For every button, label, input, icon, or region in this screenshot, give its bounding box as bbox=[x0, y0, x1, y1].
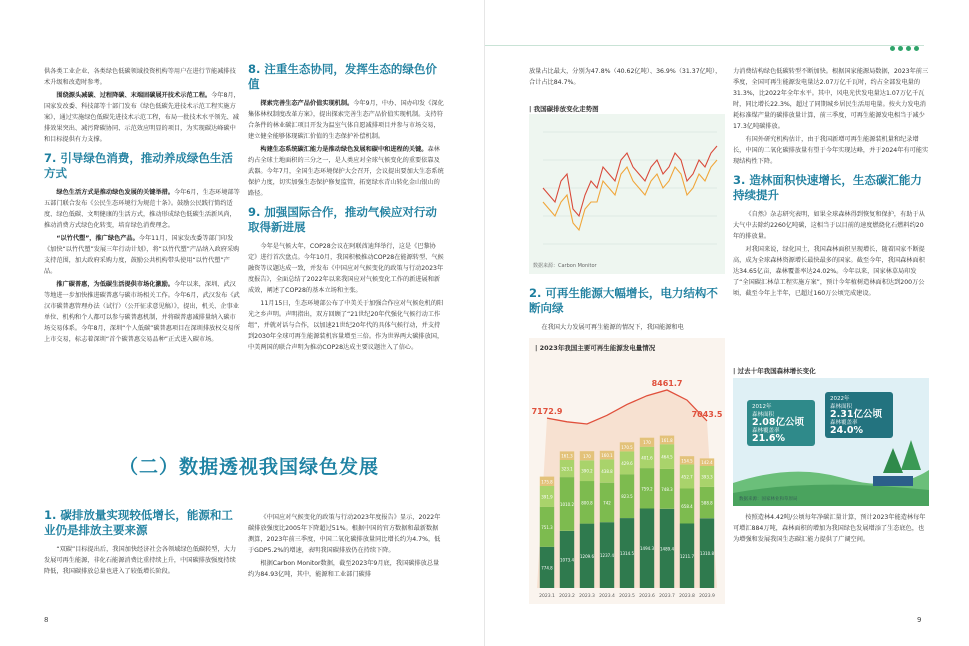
forest-card-2012 bbox=[747, 400, 815, 446]
bar-value-label: 751.3 bbox=[541, 524, 553, 530]
bar-value-label: 588.8 bbox=[701, 500, 713, 506]
para-text: “双碳”目标提出后，我国加快经济社会各领域绿色低碳转型，大力发展可再生能源，非化石能源消费比重持续上升，中国碳排放强度持续降低，我国碳排放总量也进入了较低增长阶段。 bbox=[44, 546, 237, 575]
bar-value-label: 774.8 bbox=[541, 565, 553, 571]
bar-value-label: 161.3 bbox=[561, 453, 573, 459]
card-label: 森林覆盖率 bbox=[830, 420, 858, 426]
page-number-left: 8 bbox=[44, 616, 49, 624]
bar-value-label: 390.2 bbox=[581, 468, 593, 474]
card-year: 2012年 bbox=[752, 404, 772, 410]
right-column-2b bbox=[733, 512, 929, 547]
para-text: 今年9月，中办、国办印发《深化集体林权制度改革方案》，提出探索完善生态产品价值实现机制。支持符合条件的林业碳汇项目开发为温室气体自愿减排项目并参与市场交易，建立健全能够体现碳汇价值的生态保护补偿机制。 bbox=[248, 100, 444, 140]
bar-value-label: 452.7 bbox=[681, 474, 693, 480]
card-label: 森林面积 bbox=[752, 412, 775, 418]
para-text: 有国外研究机构估计，由于我国新增可再生能源装机量和纪录增长，中国的二氧化碳排放量有望于今年实现达峰，并于2024年有可能实现结构性下降。 bbox=[733, 136, 929, 165]
dot-icon bbox=[914, 46, 919, 51]
category-label: 2023.5 bbox=[619, 594, 635, 599]
bar-value-label: 393.3 bbox=[701, 474, 713, 480]
para-text: 《中国应对气候变化的政策与行动2023年度报告》显示，2022年碳排放强度比2005年下降超过51%。根据中国的官方数据和最新数据测算，2023年前三季度，中国二氧化碳排放量同比增长约为4.7%，低于GDP5.2%的增速，表明我国碳排放仍在持续下降。 bbox=[248, 514, 441, 554]
para-text: 按照造林4.42吨/公顷每年净碳汇量计算，预计2023年能造林每年可增汇884万吨，森林面积的增加为我国绿色发展增添了生态底色，也为增强和发展我国生态碳汇能力提供了广阔空间。 bbox=[733, 514, 926, 543]
para-bold: 探索完善生态产品价值实现机制。 bbox=[260, 100, 354, 107]
chart1-caption: | 我国碳排放变化走势图 bbox=[529, 105, 599, 113]
para-text: 11月15日，生态环境部公布了中美关于加强合作应对气候危机的阳光之乡声明。声明指出，双方回顾了“21世纪20年代强化气候行动工作组”，并就对话与合作，以加速21世纪20年代的具体气候行动，并支持到2030年全球可再生能源装机容量增至三倍。作为世界两大碳排放国，中美两国的联合声明为推动COP28达成主要议题注入了信心。 bbox=[248, 300, 444, 351]
left-column-2 bbox=[248, 62, 444, 355]
left-column-4 bbox=[248, 512, 444, 582]
bar-value-label: 160.1 bbox=[601, 453, 613, 459]
para-text: 《自然》杂志研究表明，如果全球森林得到恢复和保护，有助于从大气中去除约2260亿吨碳，这相当于以目前的速度燃烧化石燃料约20年的排放量。 bbox=[733, 211, 925, 240]
series-line-2 bbox=[543, 160, 717, 230]
card-label: 森林覆盖率 bbox=[752, 428, 780, 434]
chart2-area bbox=[529, 338, 725, 604]
category-label: 2023.7 bbox=[659, 594, 675, 599]
bar-value-label: 1073.4 bbox=[560, 557, 574, 563]
card-year: 2022年 bbox=[830, 396, 850, 402]
dot-icon bbox=[906, 46, 911, 51]
card-label: 森林面积 bbox=[830, 404, 853, 410]
section-heading-2: 2. 可再生能源大幅增长，电力结构不断向绿 bbox=[529, 286, 718, 315]
bar-value-label: 1489.4 bbox=[660, 546, 674, 552]
left-column-3 bbox=[44, 508, 240, 579]
para-text: 今年是气候大年，COP28会议在阿联酋迪拜举行，这是《巴黎协定》进行首次盘点。今年10月，我国积极推动COP28在能源转型、气候融资等议题达成一致，并发布《中国应对气候变化的政策与行动2023年度报告》，全面总结了2022年以来我国应对气候变化工作的新进展和新成效，阐述了COP28的基本立场和主张。 bbox=[248, 243, 444, 294]
bar-value-label: 161.8 bbox=[661, 437, 673, 443]
section-heading-3: 3. 造林面积快速增长，生态碳汇能力持续提升 bbox=[733, 173, 922, 202]
bar-value-label: 759.2 bbox=[641, 486, 653, 492]
card-value: 2.31亿公顷 bbox=[830, 409, 882, 420]
para-bold: “以竹代塑”，推广绿色产品。 bbox=[56, 235, 139, 242]
section-heading-9: 9. 加强国际合作，推动气候应对行动取得新进展 bbox=[248, 205, 437, 234]
category-label: 2023.1 bbox=[539, 594, 555, 599]
bar-value-label: 170 bbox=[643, 440, 651, 446]
bar-value-label: 391.9 bbox=[541, 494, 553, 500]
section-heading-7: 7. 引导绿色消费，推动养成绿色生活方式 bbox=[44, 151, 233, 180]
para-text: 根据Carbon Monitor数据，截至2023年9月底，我国碳排放总量约为84.93亿吨，其中，能源和工业部门碳排 bbox=[248, 560, 440, 578]
para-bold: 推广碳普惠，为低碳生活提供市场化激励。 bbox=[56, 281, 174, 288]
chart3-caption: | 过去十年我国森林增长变化 bbox=[733, 367, 816, 375]
category-label: 2023.2 bbox=[559, 594, 575, 599]
section-title: （二）数据透视我国绿色发展 bbox=[119, 456, 380, 478]
page-number-right: 9 bbox=[917, 616, 922, 624]
total-label: 7172.9 bbox=[531, 407, 563, 417]
right-column-1 bbox=[529, 66, 725, 90]
para-text: 今年6月，生态环境部等五部门联合发布《公民生态环境行为规范十条》。鼓励公民践行简约适度、绿色低碳、文明健康的生活方式，推动形成绿色低碳生活新风尚，推动消费方式绿色化转变，培育绿色消费理念。 bbox=[44, 189, 240, 229]
card-value: 2.08亿公顷 bbox=[752, 417, 804, 428]
forest-card-2022 bbox=[825, 392, 893, 438]
category-label: 2023.6 bbox=[639, 594, 655, 599]
para-text: 力消费结构绿色低碳转型不断加快。根据国家能源局数据，2023年前三季度，全国可再生能源发电量达2.07万亿千瓦时，约占全部发电量的31.3%，比2022年全年水平。其中，风电光伏发电量达1.07万亿千瓦时，同比增长22.3%，超过了同期城乡居民生活用电量。按火力发电消耗标准煤产量的碳排放量计算，前三季度，可再生能源发电相当于减少17.3亿吨碳排放。 bbox=[733, 68, 929, 130]
card-value: 21.6% bbox=[752, 433, 785, 444]
para-text: 在我国大力发展可再生能源的情况下，我国能源和电 bbox=[541, 324, 684, 331]
bar-value-label: 800.8 bbox=[581, 500, 593, 506]
bar-value-label: 1209.6 bbox=[580, 553, 594, 559]
chart1-source: 数据来源：Carbon Monitor bbox=[533, 263, 597, 269]
bar-value-label: 823.5 bbox=[621, 494, 633, 500]
para-text: 今年以来，深圳、武汉等地进一步加快推进碳普惠与碳市场相关工作。今年6月，武汉发布《武汉市碳普惠管理办法（试行）（公开征求意见稿）》，提出，机关、企事业单位、机构和个人都可以参与碳普惠机制，并将碳普惠减排量纳入碳市场交易体系。今年8月，深圳“个人低碳”碳普惠项目在深圳排放权交易所上市交易，标志着深圳“首个碳普惠交易品种”正式进入碳市场。 bbox=[44, 281, 240, 343]
chart2-caption: | 2023年我国主要可再生能源发电量情况 bbox=[535, 344, 656, 352]
bar-value-label: 154.5 bbox=[681, 458, 693, 464]
bar-value-label: 142.4 bbox=[701, 460, 713, 466]
bar-value-label: 742 bbox=[603, 500, 611, 506]
intro-text: 供各类工业企业、各类绿色低碳领域投资机构等用户在进行节能减排技术升级和改造时参考。 bbox=[44, 68, 236, 86]
total-label: 7043.5 bbox=[691, 409, 723, 419]
carbon-emission-line-chart bbox=[529, 114, 725, 274]
category-label: 2023.4 bbox=[599, 594, 615, 599]
bar-value-label: 1310.8 bbox=[700, 551, 714, 557]
section-heading-1: 1. 碳排放量实现较低增长，能源和工业仍是排放主要来源 bbox=[44, 508, 233, 537]
para-text: 今年11月，国家发改委等部门印发《加快“以竹代塑”发展三年行动计划》，将“以竹代塑”产品纳入政府采购支持范围，加大政府采购力度，鼓励公共机构带头使用“以竹代塑”产品。 bbox=[44, 235, 240, 275]
bar-value-label: 1237.4 bbox=[600, 553, 614, 559]
bar-value-label: 748.3 bbox=[661, 486, 673, 492]
bar-value-label: 1314.5 bbox=[620, 551, 634, 556]
bar-value-label: 175.8 bbox=[541, 479, 553, 485]
forest-infographic bbox=[733, 378, 929, 506]
total-label: 8461.7 bbox=[651, 379, 683, 388]
bar-value-label: 429.6 bbox=[621, 460, 633, 466]
bar-value-label: 464.5 bbox=[661, 454, 673, 460]
bar-value-label: 1494.3 bbox=[640, 546, 654, 552]
para-text: 放量占比最大，分别为47.8%（40.62亿吨）、36.9%（31.37亿吨），合计占比84.7%。 bbox=[529, 68, 722, 86]
bar-value-label: 1010.2 bbox=[560, 502, 574, 507]
chart1-area bbox=[529, 114, 725, 274]
category-label: 2023.3 bbox=[579, 594, 595, 599]
card-value: 24.0% bbox=[830, 425, 863, 436]
para-bold: 围绕源头减碳、过程降碳、末端固碳展开技术示范工程。 bbox=[56, 92, 212, 99]
para-text: 森林约占全球土地面积的三分之一，是人类应对全球气候变化的重要依靠及武器。今年7月，全国生态环境保护大会召开，会议提出要加大生态系统保护力度，切实加强生态保护修复监管，拓宽绿水青山转化金山银山的路径。 bbox=[248, 146, 444, 197]
bar-value-label: 323.1 bbox=[561, 466, 573, 472]
para-text: 今年8月，国家发改委、科技部等十部门发布《绿色低碳先进技术示范工程实施方案》，通过实施绿色低碳先进技术示范工程，布局一批技术水平领先、减排效果突出、减污降碳协同、示范效应明显的项目，为实现碳达峰碳中和目标提供有力支撑。 bbox=[44, 92, 240, 143]
category-label: 2023.8 bbox=[679, 594, 695, 599]
dot-icon bbox=[898, 46, 903, 51]
bar-value-label: 170.5 bbox=[621, 444, 633, 450]
bar-value-label: 1211.7 bbox=[680, 553, 694, 559]
category-label: 2023.9 bbox=[699, 594, 715, 599]
chart3-source: 数据来源：国家林业和草原局 bbox=[739, 497, 798, 502]
right-column-1b bbox=[529, 286, 725, 335]
bar-value-label: 658.4 bbox=[681, 504, 693, 509]
dot-icon bbox=[890, 46, 895, 51]
right-column-2 bbox=[733, 66, 929, 301]
para-bold: 构建生态系统碳汇能力是推动绿色发展和碳中和进程的关键。 bbox=[260, 146, 428, 153]
para-text: 对我国来说，绿化国土，我国森林面积呈现增长，随着国家不断提高，成为全球森林资源增长最快最多的国家。截至今年，我国森林面积达34.65亿亩，森林覆盖率达24.02%。今年以来，国家林草局印发了“全国碳汇林草工程实施方案”，预计今年植树造林面积达到200万公顷，截至今年上半年，已超过160万公顷完成建设。 bbox=[733, 246, 925, 297]
bar-value-label: 401.6 bbox=[641, 455, 653, 461]
bar-value-label: 438.8 bbox=[601, 469, 613, 474]
bar-value-label: 170 bbox=[583, 453, 591, 459]
renewable-power-bar-chart bbox=[529, 338, 725, 604]
para-bold: 绿色生活方式是推动绿色发展的关键举措。 bbox=[56, 189, 174, 196]
section-heading-8: 8. 注重生态协同，发挥生态的绿色价值 bbox=[248, 62, 437, 91]
left-column-1 bbox=[44, 66, 240, 347]
